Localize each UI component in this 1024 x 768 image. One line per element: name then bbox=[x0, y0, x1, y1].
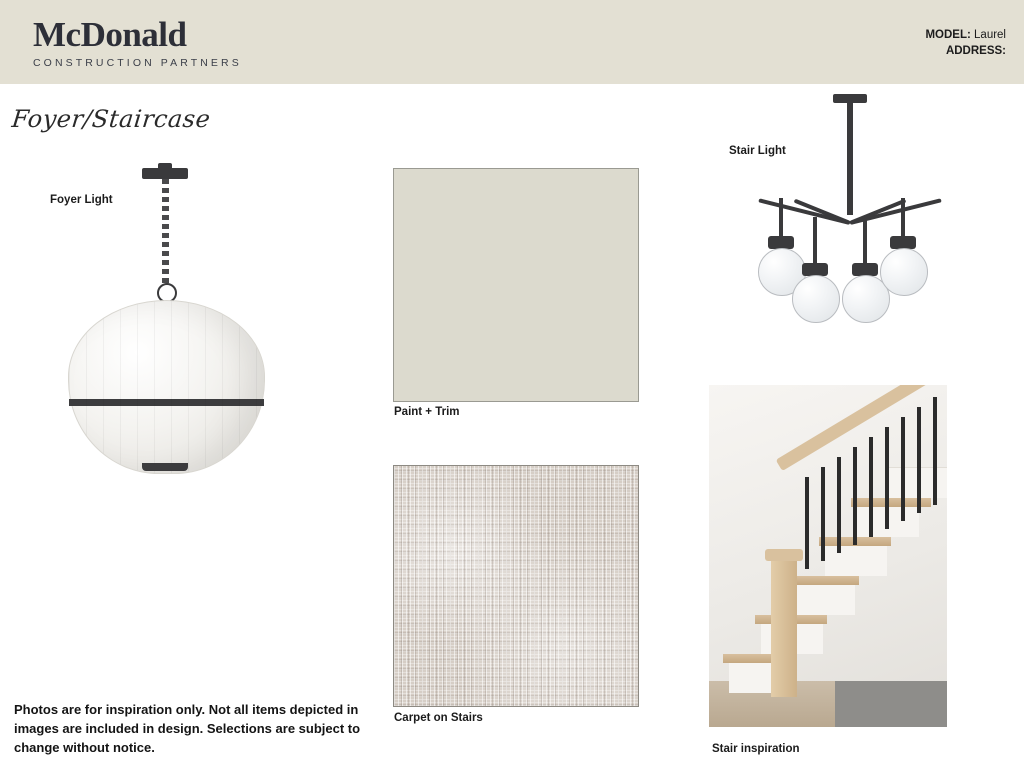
chandelier-drop-1-icon bbox=[779, 198, 783, 238]
chandelier-drop-4-icon bbox=[901, 198, 905, 238]
photo-baluster bbox=[869, 437, 873, 537]
chandelier-stem-icon bbox=[847, 103, 853, 215]
model-row bbox=[925, 28, 1006, 44]
logo-company-name: McDonald bbox=[33, 15, 187, 54]
pendant-shade-ribs-icon bbox=[69, 301, 264, 473]
photo-baluster bbox=[917, 407, 921, 513]
stair-inspiration-caption: Stair inspiration bbox=[712, 743, 800, 755]
photo-staircase bbox=[709, 463, 947, 693]
foyer-light-image bbox=[40, 160, 290, 490]
carpet-caption: Carpet on Stairs bbox=[394, 712, 483, 724]
photo-newel-post bbox=[771, 557, 797, 697]
chandelier-drop-2-icon bbox=[813, 217, 817, 265]
chandelier-canopy-icon bbox=[833, 94, 867, 103]
photo-baluster bbox=[837, 457, 841, 553]
paint-trim-swatch bbox=[393, 168, 639, 402]
photo-baluster bbox=[805, 477, 809, 569]
photo-riser bbox=[793, 584, 855, 615]
pendant-chain-icon bbox=[162, 179, 169, 287]
disclaimer-text: Photos are for inspiration only. Not all items depicted in images are included in design. Selections are subject to change without notice. bbox=[14, 702, 361, 755]
pendant-base-icon bbox=[142, 463, 188, 471]
chandelier-drop-3-icon bbox=[863, 217, 867, 265]
pendant-shade-icon bbox=[68, 300, 265, 474]
photo-baluster bbox=[933, 397, 937, 505]
foyer-light-caption: Foyer Light bbox=[50, 194, 113, 206]
photo-tread bbox=[787, 576, 859, 585]
photo-riser bbox=[825, 545, 887, 576]
photo-baluster bbox=[821, 467, 825, 561]
pendant-canopy-icon bbox=[142, 168, 188, 179]
photo-baluster bbox=[901, 417, 905, 521]
stair-light-caption: Stair Light bbox=[729, 145, 786, 157]
project-meta bbox=[925, 28, 1006, 59]
chandelier-globe-2-icon bbox=[792, 275, 840, 323]
model-label: MODEL: bbox=[925, 29, 971, 41]
photo-baluster bbox=[885, 427, 889, 529]
address-row bbox=[925, 44, 1006, 60]
photo-baluster bbox=[853, 447, 857, 545]
stair-light-image bbox=[735, 90, 965, 380]
photo-newel-cap bbox=[765, 549, 803, 561]
paint-trim-caption: Paint + Trim bbox=[394, 406, 460, 418]
carpet-swatch bbox=[393, 465, 639, 707]
logo-tagline: CONSTRUCTION PARTNERS bbox=[33, 57, 242, 69]
chandelier-globe-4-icon bbox=[880, 248, 928, 296]
model-value: Laurel bbox=[970, 29, 1006, 41]
section-title: Foyer/Staircase bbox=[10, 105, 212, 133]
company-logo bbox=[33, 17, 242, 69]
address-label: ADDRESS: bbox=[945, 44, 1006, 57]
page-header bbox=[0, 0, 1024, 84]
stair-inspiration-image bbox=[709, 385, 947, 727]
